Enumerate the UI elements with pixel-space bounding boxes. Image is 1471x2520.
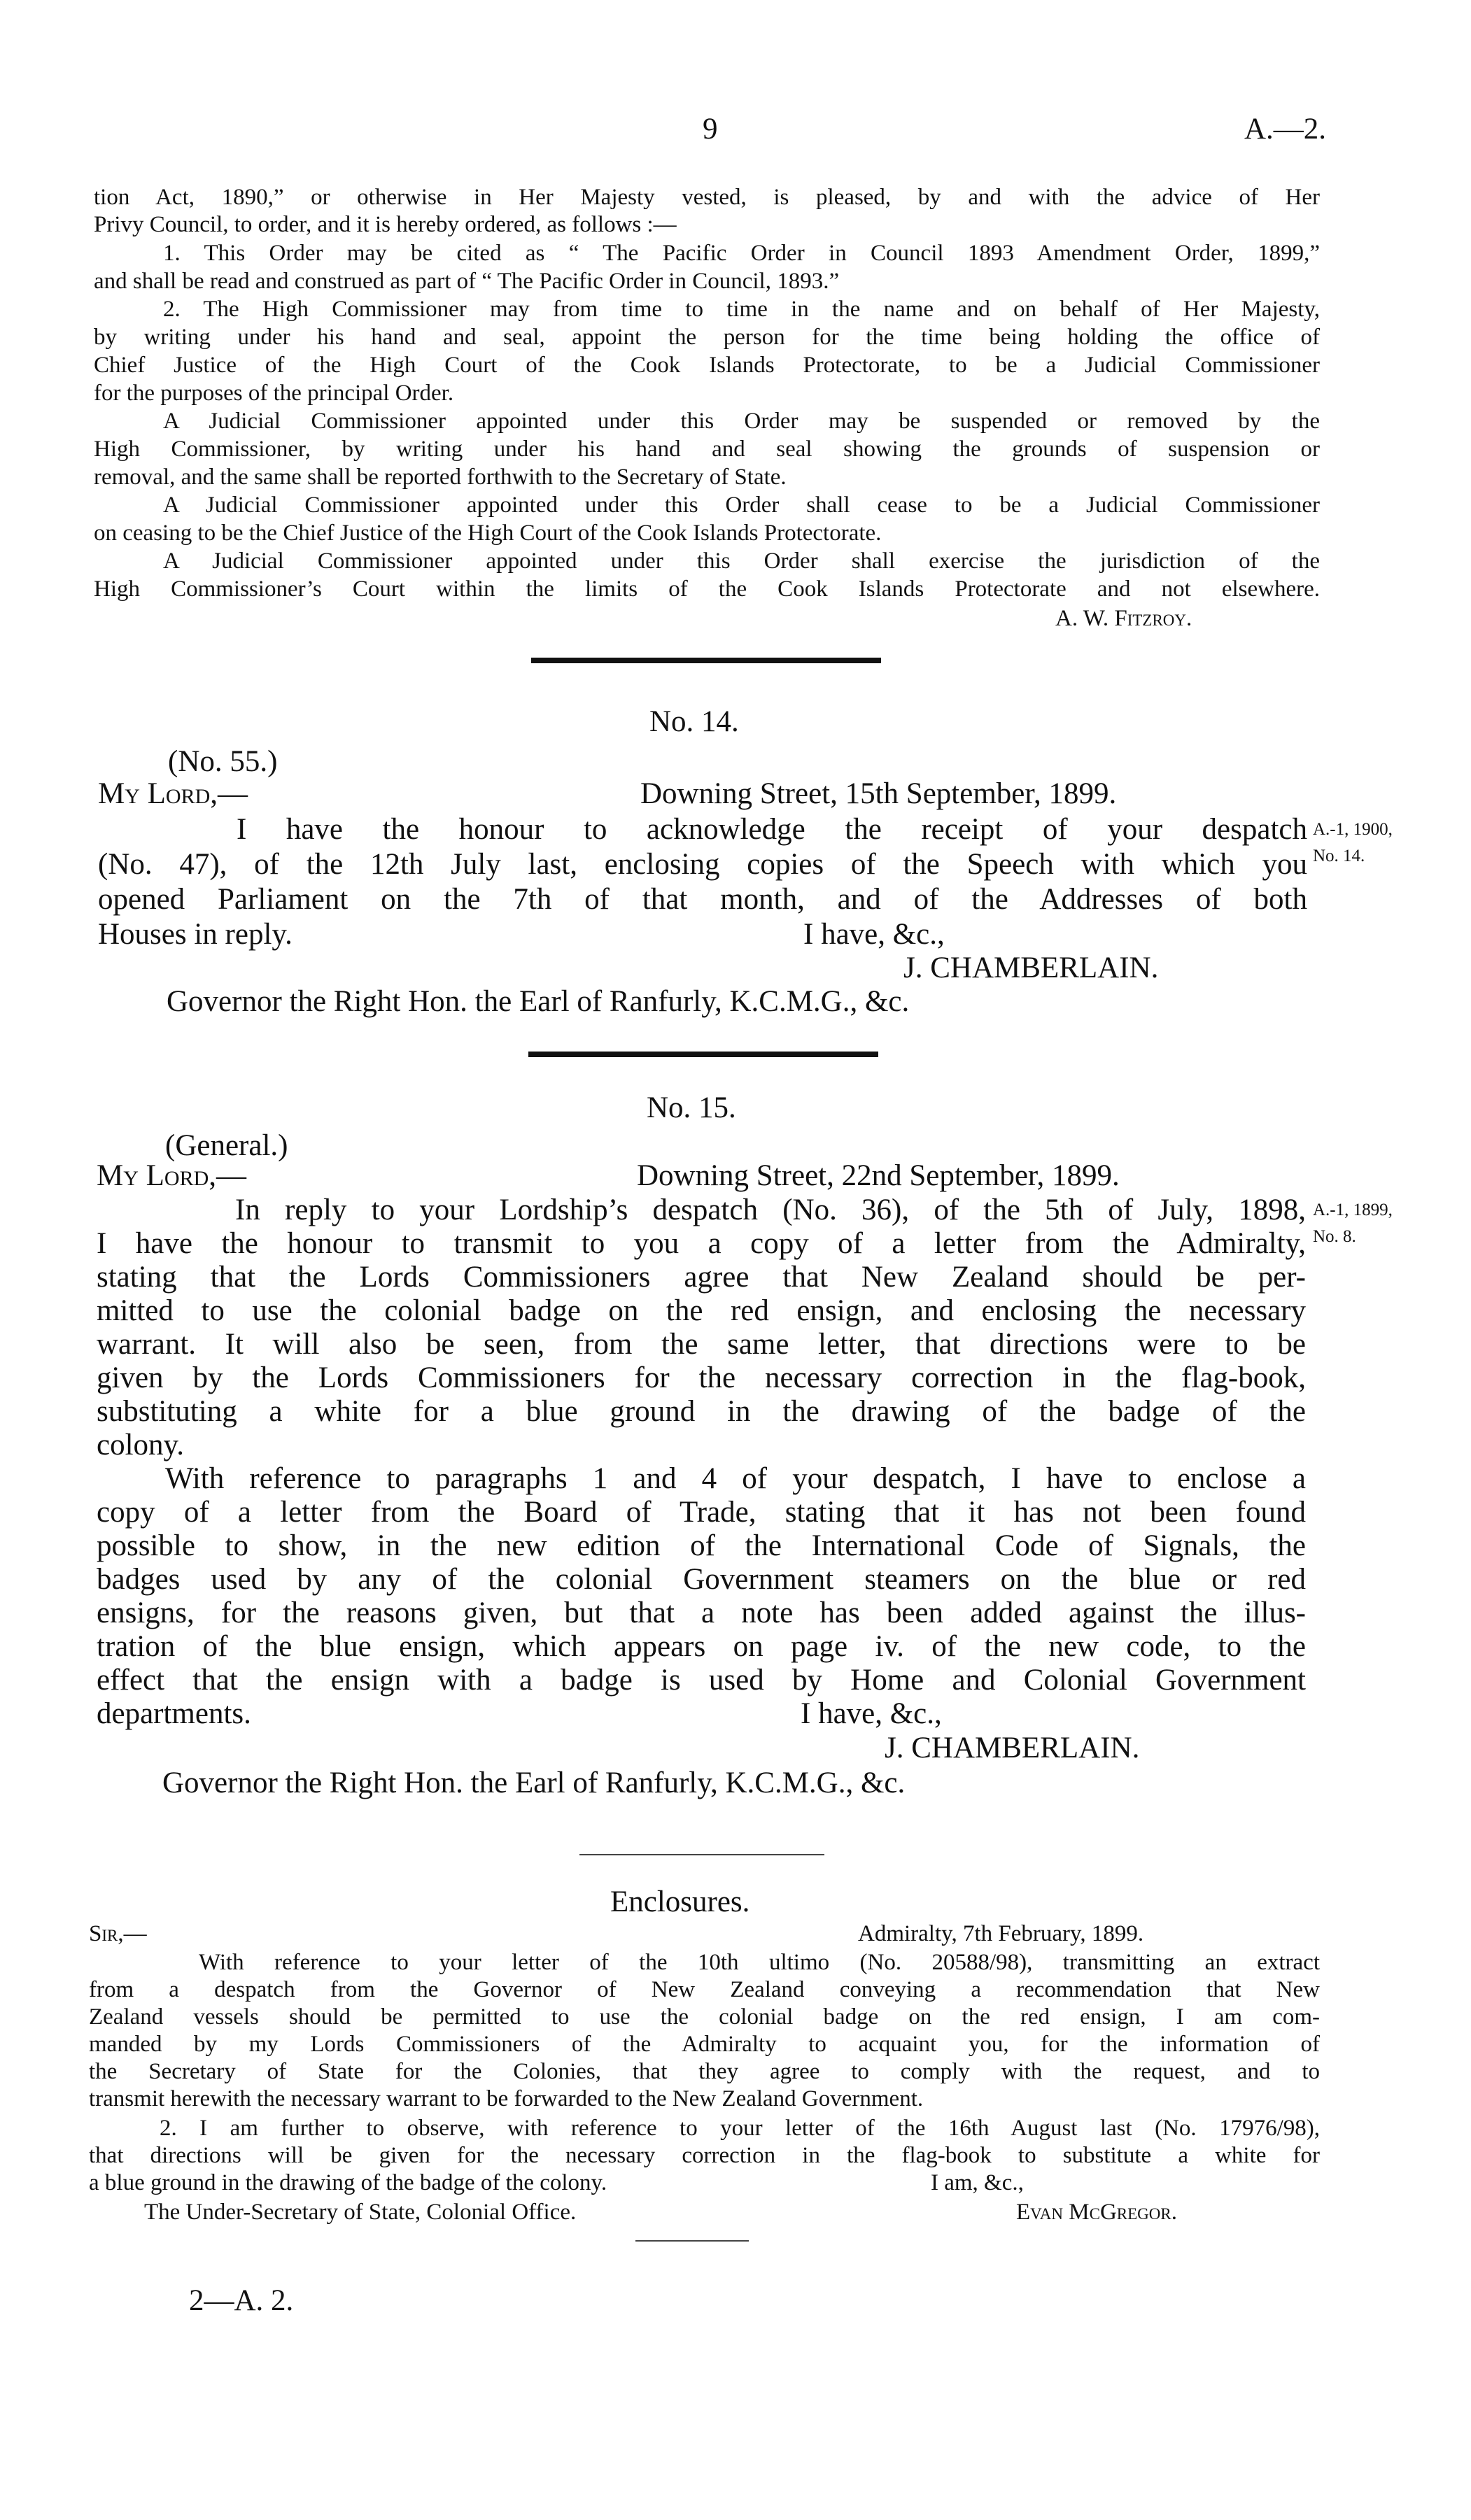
body-line: warrant. It will also be seen, from the same letter, that directions were to be <box>97 1328 1306 1361</box>
margin-reference: No. 14. <box>1313 847 1365 865</box>
closing: I have, &c., <box>803 918 945 951</box>
body-line: a blue ground in the drawing of the badge of the colony. <box>89 2170 607 2195</box>
body-line: possible to show, in the new edition of the International Code of Signals, the <box>97 1529 1306 1562</box>
order-line: tion Act, 1890,” or otherwise in Her Majesty vested, is pleased, by and with the advice of Her <box>94 185 1320 210</box>
despatch-ref: (General.) <box>165 1129 288 1162</box>
order-line: 2. The High Commissioner may from time to time in the name and on behalf of Her Majesty, <box>163 297 1320 322</box>
order-line: A Judicial Commissioner appointed under this Order may be suspended or removed by the <box>163 409 1320 434</box>
section-divider <box>635 2240 749 2242</box>
body-line: manded by my Lords Commissioners of the Admiralty to acquaint you, for the information of <box>89 2032 1320 2057</box>
order-line: 1. This Order may be cited as “ The Pacific Order in Council 1893 Amendment Order, 1899,” <box>163 241 1320 266</box>
document-reference: A.—2. <box>1244 113 1327 146</box>
body-line: from a despatch from the Governor of New Zealand conveying a recommendation that New <box>89 1977 1320 2002</box>
order-line: for the purposes of the principal Order. <box>94 381 454 406</box>
page-number: 9 <box>703 113 718 146</box>
body-line: that directions will be given for the necessary correction in the flag-book to substitute a white for <box>89 2143 1320 2168</box>
body-line: copy of a letter from the Board of Trade, stating that it has not been found <box>97 1496 1306 1529</box>
closing: I have, &c., <box>801 1697 942 1730</box>
body-line: Houses in reply. <box>98 918 293 951</box>
margin-reference: A.-1, 1900, <box>1313 820 1393 839</box>
addressee: Governor the Right Hon. the Earl of Ranfurly, K.C.M.G., &c. <box>167 985 910 1018</box>
body-line: opened Parliament on the 7th of that month, and of the Addresses of both <box>98 883 1307 916</box>
signature: J. CHAMBERLAIN. <box>903 951 1159 984</box>
salutation: My Lord,— <box>98 777 248 810</box>
place-date: Downing Street, 22nd September, 1899. <box>637 1159 1120 1192</box>
body-line: 2. I am further to observe, with reference to your letter of the 16th August last (No. 17976/98), <box>160 2116 1320 2141</box>
addressee: The Under-Secretary of State, Colonial Office. <box>144 2200 577 2225</box>
order-line: Chief Justice of the High Court of the Cook Islands Protectorate, to be a Judicial Commissioner <box>94 353 1320 378</box>
signature-mark: 2—A. 2. <box>189 2284 294 2317</box>
body-line: badges used by any of the colonial Government steamers on the blue or red <box>97 1563 1306 1596</box>
margin-reference: No. 8. <box>1313 1227 1356 1246</box>
order-line: High Commissioner, by writing under his hand and seal showing the grounds of suspension or <box>94 437 1320 462</box>
body-line: tration of the blue ensign, which appears on page iv. of the new code, to the <box>97 1630 1306 1663</box>
closing: I am, &c., <box>931 2170 1024 2195</box>
order-line: by writing under his hand and seal, appoint the person for the time being holding the office of <box>94 325 1320 350</box>
despatch-ref: (No. 55.) <box>168 745 278 778</box>
body-line: colony. <box>97 1429 184 1461</box>
despatch-heading: No. 15. <box>647 1091 736 1124</box>
salutation: My Lord,— <box>97 1159 247 1192</box>
enclosures-heading: Enclosures. <box>610 1885 750 1918</box>
body-line: ensigns, for the reasons given, but that a note has been added against the illus- <box>97 1597 1306 1629</box>
body-line: the Secretary of State for the Colonies, that they agree to comply with the request, and to <box>89 2059 1320 2084</box>
section-divider <box>531 658 881 663</box>
body-line: effect that the ensign with a badge is used by Home and Colonial Government <box>97 1664 1306 1697</box>
addressee: Governor the Right Hon. the Earl of Ranfurly, K.C.M.G., &c. <box>162 1767 906 1799</box>
body-line: With reference to paragraphs 1 and 4 of your despatch, I have to enclose a <box>165 1462 1306 1495</box>
body-line: departments. <box>97 1697 251 1730</box>
section-divider <box>528 1052 878 1057</box>
order-signature: A. W. Fitzroy. <box>1055 606 1192 631</box>
body-line: stating that the Lords Commissioners agree that New Zealand should be per- <box>97 1261 1306 1294</box>
body-line: (No. 47), of the 12th July last, enclosing copies of the Speech with which you <box>98 848 1307 881</box>
order-line: Privy Council, to order, and it is hereby ordered, as follows :— <box>94 212 677 237</box>
order-line: A Judicial Commissioner appointed under this Order shall cease to be a Judicial Commissioner <box>163 493 1320 518</box>
order-line: High Commissioner’s Court within the limits of the Cook Islands Protectorate and not elsewhere. <box>94 576 1320 602</box>
margin-reference: A.-1, 1899, <box>1313 1201 1393 1219</box>
body-line: Zealand vessels should be permitted to use the colonial badge on the red ensign, I am com- <box>89 2004 1320 2030</box>
body-line: transmit herewith the necessary warrant to be forwarded to the New Zealand Government. <box>89 2086 924 2111</box>
order-line: A Judicial Commissioner appointed under this Order shall exercise the jurisdiction of the <box>163 548 1320 574</box>
despatch-heading: No. 14. <box>649 705 739 738</box>
signature: J. CHAMBERLAIN. <box>885 1732 1140 1764</box>
body-line: substituting a white for a blue ground in the drawing of the badge of the <box>97 1395 1306 1428</box>
body-line: I have the honour to transmit to you a copy of a letter from the Admiralty, <box>97 1227 1306 1260</box>
body-line: I have the honour to acknowledge the receipt of your despatch <box>237 813 1307 846</box>
order-line: on ceasing to be the Chief Justice of the High Court of the Cook Islands Protectorate. <box>94 521 882 546</box>
section-divider <box>579 1854 824 1855</box>
order-line: and shall be read and construed as part of “ The Pacific Order in Council, 1893.” <box>94 269 840 294</box>
body-line: given by the Lords Commissioners for the necessary correction in the flag-book, <box>97 1361 1306 1394</box>
order-line: removal, and the same shall be reported forthwith to the Secretary of State. <box>94 465 787 490</box>
salutation: Sir,— <box>89 1921 147 1946</box>
place-date: Downing Street, 15th September, 1899. <box>640 777 1117 810</box>
signature: Evan McGregor. <box>1016 2200 1177 2225</box>
body-line: mitted to use the colonial badge on the red ensign, and enclosing the necessary <box>97 1294 1306 1327</box>
body-line: In reply to your Lordship’s despatch (No. 36), of the 5th of July, 1898, <box>235 1194 1306 1226</box>
place-date: Admiralty, 7th February, 1899. <box>858 1921 1144 1946</box>
body-line: With reference to your letter of the 10th ultimo (No. 20588/98), transmitting an extract <box>199 1950 1320 1975</box>
